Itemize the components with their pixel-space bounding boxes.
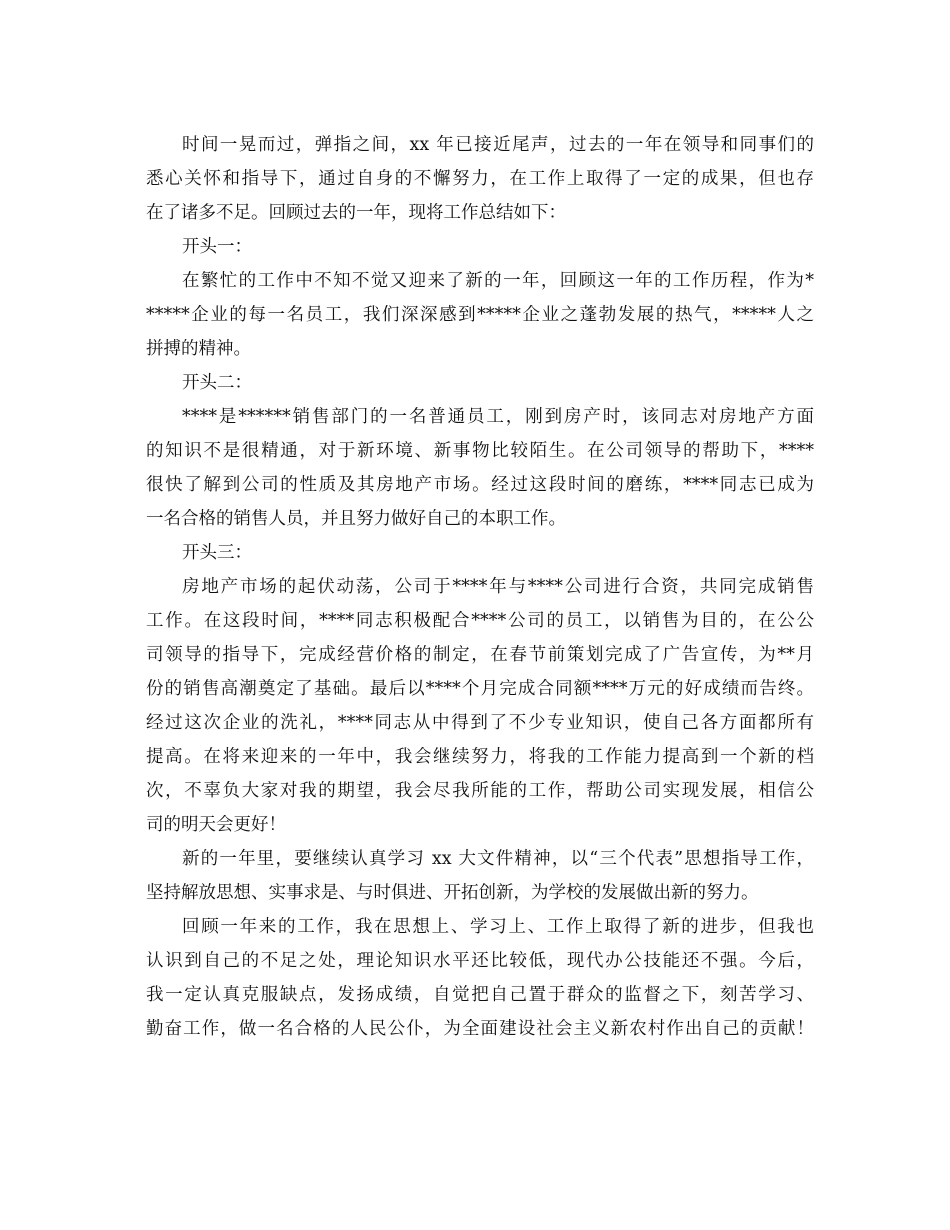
paragraph-line: 认识到自己的不足之处，理论知识水平还比较低，现代办公技能还不强。今后，	[146, 951, 814, 971]
paragraph-line: 时间一晃而过，弹指之间，xx 年已接近尾声，过去的一年在领导和同事们的	[182, 135, 814, 155]
paragraph-line: 次，不辜负大家对我的期望，我会尽我所能的工作，帮助公司实现发展，相信公	[146, 781, 814, 801]
section-heading: 开头三：	[182, 543, 252, 563]
paragraph-line: 回顾一年来的工作，我在思想上、学习上、工作上取得了新的进步，但我也	[182, 917, 814, 937]
section-heading: 开头二：	[182, 373, 252, 393]
paragraph-line: 在繁忙的工作中不知不觉又迎来了新的一年，回顾这一年的工作历程，作为*	[182, 271, 814, 291]
paragraph-line: 司的明天会更好！	[146, 815, 286, 835]
paragraph-line: 新的一年里，要继续认真学习 xx 大文件精神，以“三个代表”思想指导工作，	[182, 849, 814, 869]
paragraph-line: 坚持解放思想、实事求是、与时俱进、开拓创新，为学校的发展做出新的努力。	[146, 883, 759, 903]
paragraph-line: 司领导的指导下，完成经营价格的制定，在春节前策划完成了广告宣传，为**月	[146, 645, 814, 665]
paragraph-line: 我一定认真克服缺点，发扬成绩，自觉把自己置于群众的监督之下，刻苦学习、	[146, 985, 814, 1005]
section-heading: 开头一：	[182, 237, 252, 257]
paragraph-line: 勤奋工作，做一名合格的人民公仆，为全面建设社会主义新农村作出自己的贡献！	[146, 1019, 814, 1039]
paragraph-line: *****企业的每一名员工，我们深深感到*****企业之蓬勃发展的热气，*****人之	[146, 305, 814, 325]
document-body	[146, 128, 814, 1046]
paragraph-line: 的知识不是很精通，对于新环境、新事物比较陌生。在公司领导的帮助下，****	[146, 441, 814, 461]
paragraph-line: 份的销售高潮奠定了基础。最后以****个月完成合同额****万元的好成绩而告终。	[146, 679, 814, 699]
paragraph-line: 一名合格的销售人员，并且努力做好自己的本职工作。	[146, 509, 566, 529]
paragraph-line: 很快了解到公司的性质及其房地产市场。经过这段时间的磨练，****同志已成为	[146, 475, 814, 495]
paragraph-line: 提高。在将来迎来的一年中，我会继续努力，将我的工作能力提高到一个新的档	[146, 747, 814, 767]
paragraph-line: 拼搏的精神。	[146, 339, 251, 359]
paragraph-line: 工作。在这段时间，****同志积极配合****公司的员工，以销售为目的，在公公	[146, 611, 814, 631]
paragraph-line: ****是******销售部门的一名普通员工，刚到房产时，该同志对房地产方面	[182, 407, 814, 427]
paragraph-line: 房地产市场的起伏动荡，公司于****年与****公司进行合资，共同完成销售	[182, 577, 814, 597]
paragraph-line: 经过这次企业的洗礼，****同志从中得到了不少专业知识，使自己各方面都所有	[146, 713, 814, 733]
paragraph-line: 悉心关怀和指导下，通过自身的不懈努力，在工作上取得了一定的成果，但也存	[146, 169, 814, 189]
paragraph-line: 在了诸多不足。回顾过去的一年，现将工作总结如下：	[146, 203, 566, 223]
